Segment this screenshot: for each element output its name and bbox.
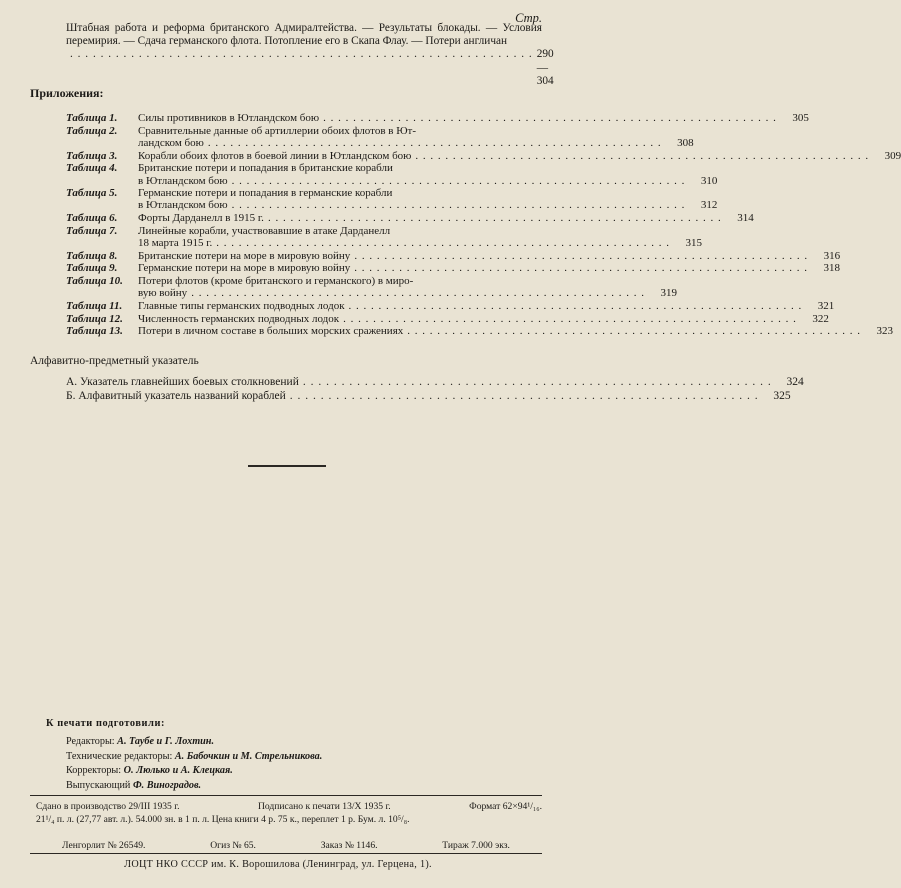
index-entry xyxy=(66,389,791,403)
index-entry xyxy=(66,375,804,389)
table-title-line: Линейные корабли, участвовавшие в атаке Дарданелл xyxy=(138,224,391,237)
leader-dots xyxy=(70,48,533,88)
leader-dots xyxy=(232,199,686,211)
leader-dots xyxy=(290,389,759,403)
imprint-production-date: Сдано в производство 29/III 1935 г. xyxy=(36,801,180,812)
imprint-lengorlit: Ленгорлит № 26549. xyxy=(62,840,146,851)
table-page-number: 314 xyxy=(737,212,754,225)
index-page-number: 325 xyxy=(773,390,791,402)
table-label: Таблица 1. xyxy=(66,112,118,124)
table-title-line: ландском бою xyxy=(138,136,204,149)
table-page-number: 308 xyxy=(677,136,694,149)
index-heading: Алфавитно-предметный указатель xyxy=(30,355,199,367)
table-title-line: Корабли обоих флотов в боевой линии в Ютландском бою xyxy=(138,149,412,162)
imprint-print-run: Тираж 7.000 экз. xyxy=(442,840,510,851)
staff-names: О. Люлько и А. Клецкая. xyxy=(123,765,233,777)
leader-dots xyxy=(354,250,808,262)
staff-line xyxy=(66,779,322,794)
table-title-line: Потери флотов (кроме британского и германского) в миро- xyxy=(138,275,414,288)
table-title-line: в Ютландском бою xyxy=(138,174,228,187)
table-title-line: Главные типы германских подводных лодок xyxy=(138,300,345,313)
appendix-table-entry xyxy=(66,312,829,325)
appendix-table-entry xyxy=(66,212,754,225)
index-page-number: 324 xyxy=(786,376,804,388)
table-label: Таблица 6. xyxy=(66,212,118,225)
toc-entry-staff-work xyxy=(66,22,554,88)
imprint-bottom-rule xyxy=(30,853,542,854)
table-label: Таблица 3. xyxy=(66,149,118,162)
leader-dots xyxy=(323,112,777,124)
table-page-number: 319 xyxy=(660,287,677,300)
table-label: Таблица 13. xyxy=(66,325,123,338)
table-label: Таблица 2. xyxy=(66,124,118,137)
table-title-line: Сравнительные данные об артиллерии обоих флотов в Ют- xyxy=(138,124,416,137)
staff-line xyxy=(66,750,322,765)
imprint-block xyxy=(36,801,542,826)
table-title-line: вую войну xyxy=(138,287,188,300)
imprint-line-3 xyxy=(62,840,510,851)
table-page-number: 318 xyxy=(823,262,841,275)
staff-line xyxy=(66,735,322,750)
table-title-line: 18 марта 1915 г. xyxy=(138,237,213,250)
appendix-table-entry xyxy=(66,275,677,300)
index-entry-text: А. Указатель главнейших боевых столкновений xyxy=(66,376,299,388)
appendix-table-entry xyxy=(66,162,718,187)
leader-dots xyxy=(349,300,803,312)
table-label: Таблица 5. xyxy=(66,187,118,200)
table-page-number: 315 xyxy=(685,237,702,250)
appendix-table-entry xyxy=(66,187,718,212)
section-rule xyxy=(248,465,326,467)
appendix-table-entry xyxy=(66,249,841,262)
index-list xyxy=(66,375,804,403)
appendix-table-entry xyxy=(66,300,835,313)
table-title-line: Форты Дарданелл в 1915 г. xyxy=(138,212,264,225)
table-page-number: 316 xyxy=(823,249,841,262)
leader-dots xyxy=(268,212,722,224)
staff-role: Технические редакторы: xyxy=(66,750,173,762)
table-page-number: 305 xyxy=(792,112,809,124)
staff-role: Выпускающий xyxy=(66,779,131,791)
appendix-table-entry xyxy=(66,149,901,162)
appendix-heading: Приложения: xyxy=(30,86,104,100)
leader-dots xyxy=(303,375,772,389)
leader-dots xyxy=(191,287,645,299)
leader-dots xyxy=(407,325,861,337)
toc-entry-text: Штабная работа и реформа британского Адмиралтейства. — Результаты блокады. — Условия перемирия. — Сдача германского флота. Потопление его в Скапа Флау. — Потери англичан xyxy=(66,22,542,48)
table-title-line: Германские потери и попадания в германские корабли xyxy=(138,187,393,200)
table-title-line: в Ютландском бою xyxy=(138,199,228,212)
table-title-line: Силы противников в Ютландском бою xyxy=(138,112,320,124)
index-entry-text: Б. Алфавитный указатель названий кораблей xyxy=(66,390,286,402)
table-label: Таблица 7. xyxy=(66,224,118,237)
staff-role: Корректоры: xyxy=(66,765,122,777)
table-label: Таблица 11. xyxy=(66,300,123,313)
toc-entry-pages: 290—304 xyxy=(536,48,554,87)
table-title-line: Британские потери на море в мировую войну xyxy=(138,249,351,262)
staff-list xyxy=(66,735,322,793)
table-page-number: 323 xyxy=(876,325,894,338)
table-page-number: 309 xyxy=(884,149,901,162)
leader-dots xyxy=(415,150,869,162)
leader-dots xyxy=(216,237,670,249)
staff-line xyxy=(66,764,322,779)
table-page-number: 321 xyxy=(817,300,835,313)
printer-line: ЛОЦТ НКО СССР им. К. Ворошилова (Ленинград, ул. Герцена, 1). xyxy=(124,859,432,870)
leader-dots xyxy=(208,137,662,149)
staff-names: А. Бабочкин и М. Стрельникова. xyxy=(174,750,323,762)
staff-names: Ф. Виноградов. xyxy=(132,779,202,791)
table-label: Таблица 4. xyxy=(66,162,118,175)
table-title-line: Численность германских подводных лодок xyxy=(138,312,340,325)
appendix-table-entry xyxy=(66,112,809,124)
leader-dots xyxy=(343,313,797,325)
table-page-number: 312 xyxy=(700,199,718,212)
imprint-top-rule xyxy=(30,795,542,796)
table-label: Таблица 12. xyxy=(66,312,123,325)
imprint-signed-date: Подписано к печати 13/X 1935 г. xyxy=(257,801,391,812)
leader-dots xyxy=(354,262,808,274)
table-page-number: 322 xyxy=(812,312,829,325)
staff-role: Редакторы: xyxy=(66,736,115,747)
imprint-ogiz: Огиз № 65. xyxy=(210,840,256,851)
appendix-table-entry xyxy=(66,325,894,338)
table-title-line: Германские потери на море в мировую войну xyxy=(138,262,351,275)
table-label: Таблица 10. xyxy=(66,275,123,288)
staff-names: А. Таубе и Г. Лохтин. xyxy=(117,736,215,747)
imprint-line-1 xyxy=(36,801,542,814)
imprint-format: Формат 62×94¹/₁₆. xyxy=(469,801,542,812)
table-label: Таблица 9. xyxy=(66,262,118,275)
appendix-table-entry xyxy=(66,224,702,250)
appendix-table-entry xyxy=(66,124,694,149)
imprint-line-2: 21¹/₄ п. л. (27,77 авт. л.). 54.000 зн. в 1 п. л. Цена книги 4 р. 75 к., переплет 1 р. Бум. л. 10⁵/₈. xyxy=(36,813,410,825)
table-title-line: Британские потери и попадания в британские корабли xyxy=(138,162,393,175)
leader-dots xyxy=(232,175,686,187)
table-label: Таблица 8. xyxy=(66,249,118,262)
appendix-table-entry xyxy=(66,262,841,275)
page-column-label: Стр. xyxy=(515,11,542,25)
table-title-line: Потери в личном составе в больших морских сражениях xyxy=(138,325,404,338)
prepared-by-heading: К печати подготовили: xyxy=(46,718,166,729)
table-page-number: 310 xyxy=(700,174,718,187)
appendix-table-list xyxy=(66,112,901,338)
imprint-order: Заказ № 1146. xyxy=(320,840,378,851)
